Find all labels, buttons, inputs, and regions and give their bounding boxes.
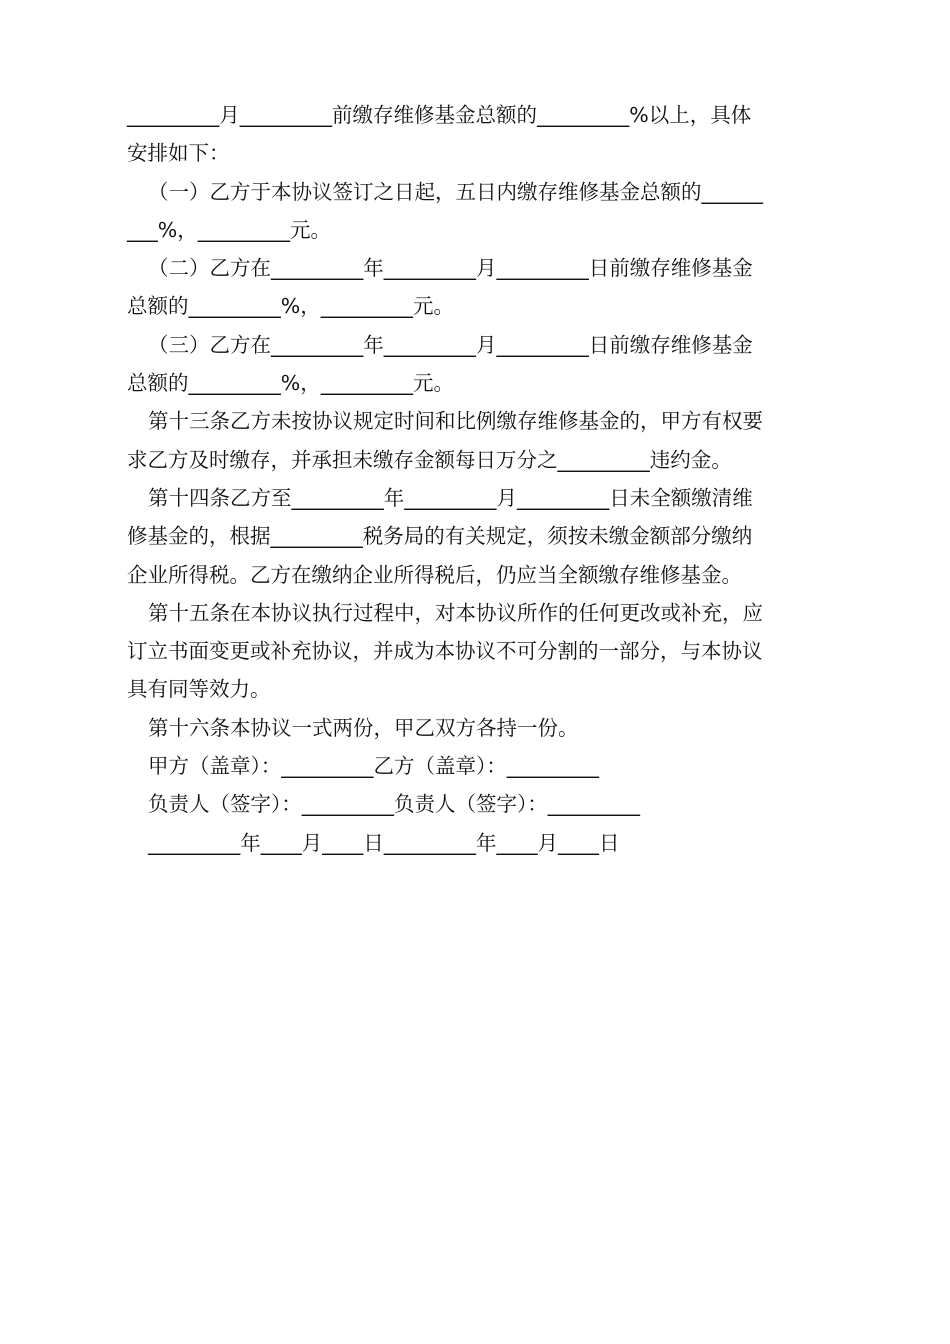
seal-line: 甲方（盖章）：_________乙方（盖章）：_________ xyxy=(148,754,599,779)
clause-three: （三）乙方在_________年_________月_________日前缴存维修基金 xyxy=(148,332,753,357)
article-14: 第十四条乙方至_________年_________月_________日未全额缴清维 xyxy=(148,485,753,510)
text-line: 订立书面变更或补充协议，并成为本协议不可分割的一部分，与本协议 xyxy=(127,639,763,664)
text-line: 总额的_________%，_________元。 xyxy=(127,294,454,319)
text-line: 求乙方及时缴存，并承担未缴存金额每日万分之_________违约金。 xyxy=(127,447,732,472)
text-line: ___%，_________元。 xyxy=(127,217,331,242)
clause-one: （一）乙方于本协议签订之日起，五日内缴存维修基金总额的______ xyxy=(148,179,763,204)
text-line: 总额的_________%，_________元。 xyxy=(127,371,454,396)
text-line: 具有同等效力。 xyxy=(127,677,271,702)
date-line: _________年____月____日_________年____月____日 xyxy=(148,830,620,855)
article-16: 第十六条本协议一式两份，甲乙双方各持一份。 xyxy=(148,715,579,740)
article-15: 第十五条在本协议执行过程中，对本协议所作的任何更改或补充，应 xyxy=(148,600,763,625)
article-13: 第十三条乙方未按协议规定时间和比例缴存维修基金的，甲方有权要 xyxy=(148,409,763,434)
text-line: _________月_________前缴存维修基金总额的_________%以上，具体 xyxy=(127,103,752,127)
text-line: 企业所得税。乙方在缴纳企业所得税后，仍应当全额缴存维修基金。 xyxy=(127,562,742,587)
text-line: 安排如下： xyxy=(127,141,230,166)
document-page xyxy=(127,96,827,862)
clause-two: （二）乙方在_________年_________月_________日前缴存维修基金 xyxy=(148,256,753,281)
text-line: 修基金的，根据_________税务局的有关规定，须按未缴金额部分缴纳 xyxy=(127,524,753,549)
signature-line: 负责人（签字）：_________负责人（签字）：_________ xyxy=(148,792,640,817)
